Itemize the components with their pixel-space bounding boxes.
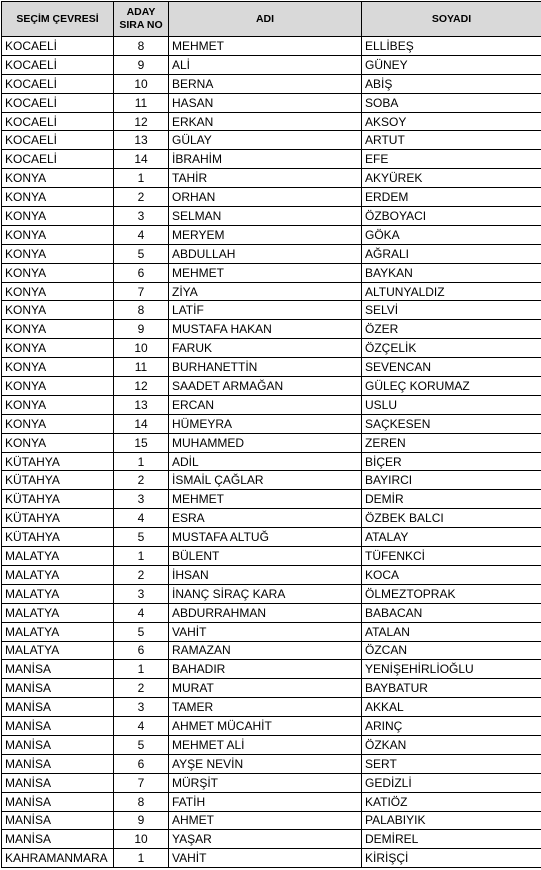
cell-rank: 1 <box>114 547 169 566</box>
cell-last-name: BABACAN <box>362 603 541 622</box>
cell-first-name: VAHİT <box>169 622 362 641</box>
cell-district: KONYA <box>2 414 114 433</box>
cell-district: MALATYA <box>2 603 114 622</box>
cell-district: MANİSA <box>2 792 114 811</box>
cell-last-name: ATALAY <box>362 528 541 547</box>
table-row <box>2 773 541 792</box>
cell-rank: 10 <box>114 339 169 358</box>
cell-last-name: KİRİŞÇİ <box>362 849 541 868</box>
cell-district: KONYA <box>2 188 114 207</box>
cell-first-name: SAADET ARMAĞAN <box>169 377 362 396</box>
cell-first-name: HÜMEYRA <box>169 414 362 433</box>
cell-rank: 14 <box>114 414 169 433</box>
cell-first-name: MUSTAFA ALTUĞ <box>169 528 362 547</box>
cell-district: KOCAELİ <box>2 74 114 93</box>
table-row <box>2 735 541 754</box>
cell-district: MANİSA <box>2 754 114 773</box>
table-row <box>2 377 541 396</box>
table-row <box>2 207 541 226</box>
table-row <box>2 358 541 377</box>
cell-rank: 9 <box>114 320 169 339</box>
cell-first-name: BAHADIR <box>169 660 362 679</box>
table-row <box>2 131 541 150</box>
table-row <box>2 660 541 679</box>
cell-rank: 5 <box>114 622 169 641</box>
cell-rank: 11 <box>114 358 169 377</box>
cell-rank: 4 <box>114 603 169 622</box>
cell-last-name: SERT <box>362 754 541 773</box>
cell-last-name: ÖZER <box>362 320 541 339</box>
cell-district: KAHRAMANMARA <box>2 849 114 868</box>
cell-district: KONYA <box>2 207 114 226</box>
cell-district: KONYA <box>2 395 114 414</box>
table-row <box>2 641 541 660</box>
cell-rank: 9 <box>114 55 169 74</box>
cell-district: MANİSA <box>2 660 114 679</box>
cell-first-name: İBRAHİM <box>169 150 362 169</box>
table-row <box>2 528 541 547</box>
cell-rank: 11 <box>114 93 169 112</box>
table-row <box>2 37 541 56</box>
cell-first-name: ERKAN <box>169 112 362 131</box>
cell-district: MANİSA <box>2 811 114 830</box>
cell-rank: 10 <box>114 830 169 849</box>
cell-rank: 1 <box>114 660 169 679</box>
cell-last-name: SAÇKESEN <box>362 414 541 433</box>
cell-district: KÜTAHYA <box>2 509 114 528</box>
cell-district: MANİSA <box>2 735 114 754</box>
cell-district: KONYA <box>2 263 114 282</box>
cell-rank: 12 <box>114 377 169 396</box>
cell-district: KONYA <box>2 339 114 358</box>
header-district: SEÇİM ÇEVRESİ <box>2 2 114 37</box>
cell-last-name: BİÇER <box>362 452 541 471</box>
cell-last-name: EFE <box>362 150 541 169</box>
table-row <box>2 433 541 452</box>
cell-last-name: ÖZCAN <box>362 641 541 660</box>
cell-first-name: BÜLENT <box>169 547 362 566</box>
cell-district: KONYA <box>2 169 114 188</box>
cell-rank: 2 <box>114 565 169 584</box>
table-row <box>2 452 541 471</box>
cell-first-name: BURHANETTİN <box>169 358 362 377</box>
cell-district: MALATYA <box>2 584 114 603</box>
table-row <box>2 792 541 811</box>
cell-rank: 9 <box>114 811 169 830</box>
cell-last-name: AĞRALI <box>362 244 541 263</box>
table-row <box>2 679 541 698</box>
table-row <box>2 301 541 320</box>
cell-first-name: AYŞE NEVİN <box>169 754 362 773</box>
cell-last-name: ELLİBEŞ <box>362 37 541 56</box>
cell-first-name: MUSTAFA HAKAN <box>169 320 362 339</box>
cell-rank: 13 <box>114 131 169 150</box>
cell-last-name: YENİŞEHİRLİOĞLU <box>362 660 541 679</box>
cell-last-name: AKKAL <box>362 698 541 717</box>
cell-rank: 5 <box>114 528 169 547</box>
cell-last-name: ALTUNYALDIZ <box>362 282 541 301</box>
table-row <box>2 717 541 736</box>
cell-district: MALATYA <box>2 547 114 566</box>
cell-last-name: GÜLEÇ KORUMAZ <box>362 377 541 396</box>
cell-district: KOCAELİ <box>2 37 114 56</box>
table-row <box>2 320 541 339</box>
cell-district: KONYA <box>2 377 114 396</box>
cell-last-name: USLU <box>362 395 541 414</box>
cell-district: KOCAELİ <box>2 93 114 112</box>
cell-district: MANİSA <box>2 773 114 792</box>
table-row <box>2 74 541 93</box>
cell-last-name: BAYKAN <box>362 263 541 282</box>
cell-first-name: LATİF <box>169 301 362 320</box>
cell-first-name: VAHİT <box>169 849 362 868</box>
cell-rank: 1 <box>114 849 169 868</box>
cell-district: MANİSA <box>2 830 114 849</box>
cell-first-name: ERCAN <box>169 395 362 414</box>
cell-last-name: BAYIRCI <box>362 471 541 490</box>
cell-district: KONYA <box>2 225 114 244</box>
table-row <box>2 55 541 74</box>
cell-rank: 10 <box>114 74 169 93</box>
table-row <box>2 150 541 169</box>
cell-last-name: ABİŞ <box>362 74 541 93</box>
cell-district: KÜTAHYA <box>2 471 114 490</box>
cell-rank: 8 <box>114 301 169 320</box>
cell-rank: 3 <box>114 490 169 509</box>
cell-first-name: TAHİR <box>169 169 362 188</box>
cell-first-name: İHSAN <box>169 565 362 584</box>
table-row <box>2 490 541 509</box>
cell-first-name: MERYEM <box>169 225 362 244</box>
cell-district: KOCAELİ <box>2 55 114 74</box>
cell-last-name: BAYBATUR <box>362 679 541 698</box>
header-rank: ADAY SIRA NO <box>114 2 169 37</box>
table-row <box>2 471 541 490</box>
cell-first-name: FARUK <box>169 339 362 358</box>
table-row <box>2 584 541 603</box>
cell-district: KONYA <box>2 282 114 301</box>
cell-rank: 5 <box>114 244 169 263</box>
cell-district: KÜTAHYA <box>2 528 114 547</box>
cell-rank: 7 <box>114 773 169 792</box>
cell-last-name: GÜNEY <box>362 55 541 74</box>
table-row <box>2 849 541 868</box>
cell-last-name: ÖZBEK BALCI <box>362 509 541 528</box>
cell-first-name: İSMAİL ÇAĞLAR <box>169 471 362 490</box>
cell-last-name: KATIÖZ <box>362 792 541 811</box>
cell-district: KONYA <box>2 320 114 339</box>
header-first-name: ADI <box>169 2 362 37</box>
cell-last-name: ERDEM <box>362 188 541 207</box>
cell-rank: 8 <box>114 37 169 56</box>
cell-district: MANİSA <box>2 717 114 736</box>
cell-district: MANİSA <box>2 679 114 698</box>
cell-district: MALATYA <box>2 622 114 641</box>
table-row <box>2 93 541 112</box>
cell-first-name: AHMET MÜCAHİT <box>169 717 362 736</box>
cell-last-name: AKSOY <box>362 112 541 131</box>
cell-last-name: ARINÇ <box>362 717 541 736</box>
candidate-table <box>1 1 541 868</box>
cell-district: MALATYA <box>2 565 114 584</box>
cell-first-name: ADİL <box>169 452 362 471</box>
cell-rank: 4 <box>114 509 169 528</box>
cell-first-name: AHMET <box>169 811 362 830</box>
cell-last-name: ÖLMEZTOPRAK <box>362 584 541 603</box>
cell-first-name: FATİH <box>169 792 362 811</box>
cell-first-name: ESRA <box>169 509 362 528</box>
cell-district: KONYA <box>2 433 114 452</box>
table-row <box>2 395 541 414</box>
header-last-name: SOYADI <box>362 2 541 37</box>
cell-first-name: MÜRŞİT <box>169 773 362 792</box>
cell-rank: 3 <box>114 584 169 603</box>
table-row <box>2 565 541 584</box>
cell-last-name: PALABIYIK <box>362 811 541 830</box>
cell-rank: 4 <box>114 717 169 736</box>
table-row <box>2 509 541 528</box>
cell-last-name: SOBA <box>362 93 541 112</box>
cell-first-name: MEHMET <box>169 37 362 56</box>
cell-first-name: İNANÇ SİRAÇ KARA <box>169 584 362 603</box>
cell-district: KONYA <box>2 301 114 320</box>
table-row <box>2 188 541 207</box>
cell-rank: 8 <box>114 792 169 811</box>
cell-last-name: ARTUT <box>362 131 541 150</box>
cell-rank: 14 <box>114 150 169 169</box>
cell-first-name: ABDURRAHMAN <box>169 603 362 622</box>
table-row <box>2 263 541 282</box>
cell-rank: 1 <box>114 169 169 188</box>
cell-first-name: BERNA <box>169 74 362 93</box>
cell-first-name: ORHAN <box>169 188 362 207</box>
table-row <box>2 244 541 263</box>
cell-last-name: SELVİ <box>362 301 541 320</box>
header-row <box>2 2 541 37</box>
cell-first-name: TAMER <box>169 698 362 717</box>
table-body <box>2 37 541 868</box>
cell-district: KONYA <box>2 358 114 377</box>
cell-last-name: DEMİR <box>362 490 541 509</box>
cell-first-name: MURAT <box>169 679 362 698</box>
table-row <box>2 547 541 566</box>
cell-last-name: KOCA <box>362 565 541 584</box>
cell-first-name: YAŞAR <box>169 830 362 849</box>
cell-district: KOCAELİ <box>2 150 114 169</box>
cell-first-name: SELMAN <box>169 207 362 226</box>
cell-rank: 12 <box>114 112 169 131</box>
cell-district: MANİSA <box>2 698 114 717</box>
cell-rank: 3 <box>114 698 169 717</box>
table-row <box>2 754 541 773</box>
cell-first-name: MEHMET ALİ <box>169 735 362 754</box>
cell-rank: 6 <box>114 263 169 282</box>
table-row <box>2 414 541 433</box>
table-row <box>2 622 541 641</box>
cell-first-name: MEHMET <box>169 263 362 282</box>
table-row <box>2 169 541 188</box>
cell-last-name: GEDİZLİ <box>362 773 541 792</box>
cell-rank: 2 <box>114 471 169 490</box>
cell-rank: 6 <box>114 754 169 773</box>
cell-first-name: MEHMET <box>169 490 362 509</box>
cell-district: KÜTAHYA <box>2 452 114 471</box>
cell-district: MALATYA <box>2 641 114 660</box>
cell-last-name: AKYÜREK <box>362 169 541 188</box>
cell-first-name: ABDULLAH <box>169 244 362 263</box>
cell-rank: 2 <box>114 188 169 207</box>
cell-district: KOCAELİ <box>2 131 114 150</box>
cell-last-name: ATALAN <box>362 622 541 641</box>
cell-district: KOCAELİ <box>2 112 114 131</box>
cell-rank: 13 <box>114 395 169 414</box>
cell-last-name: ZEREN <box>362 433 541 452</box>
cell-first-name: MUHAMMED <box>169 433 362 452</box>
cell-first-name: ZİYA <box>169 282 362 301</box>
cell-rank: 6 <box>114 641 169 660</box>
cell-first-name: GÜLAY <box>169 131 362 150</box>
cell-rank: 4 <box>114 225 169 244</box>
cell-first-name: ALİ <box>169 55 362 74</box>
cell-rank: 1 <box>114 452 169 471</box>
table-row <box>2 225 541 244</box>
table-row <box>2 603 541 622</box>
cell-last-name: ÖZKAN <box>362 735 541 754</box>
cell-district: KÜTAHYA <box>2 490 114 509</box>
table-row <box>2 811 541 830</box>
cell-last-name: DEMİREL <box>362 830 541 849</box>
cell-rank: 15 <box>114 433 169 452</box>
table-row <box>2 698 541 717</box>
table-row <box>2 282 541 301</box>
cell-last-name: GÖKA <box>362 225 541 244</box>
cell-rank: 2 <box>114 679 169 698</box>
cell-rank: 3 <box>114 207 169 226</box>
table-row <box>2 339 541 358</box>
cell-first-name: HASAN <box>169 93 362 112</box>
table-row <box>2 112 541 131</box>
cell-first-name: RAMAZAN <box>169 641 362 660</box>
cell-last-name: SEVENCAN <box>362 358 541 377</box>
cell-last-name: ÖZÇELİK <box>362 339 541 358</box>
cell-last-name: TÜFENKCİ <box>362 547 541 566</box>
cell-last-name: ÖZBOYACI <box>362 207 541 226</box>
cell-rank: 7 <box>114 282 169 301</box>
cell-district: KONYA <box>2 244 114 263</box>
table-row <box>2 830 541 849</box>
cell-rank: 5 <box>114 735 169 754</box>
